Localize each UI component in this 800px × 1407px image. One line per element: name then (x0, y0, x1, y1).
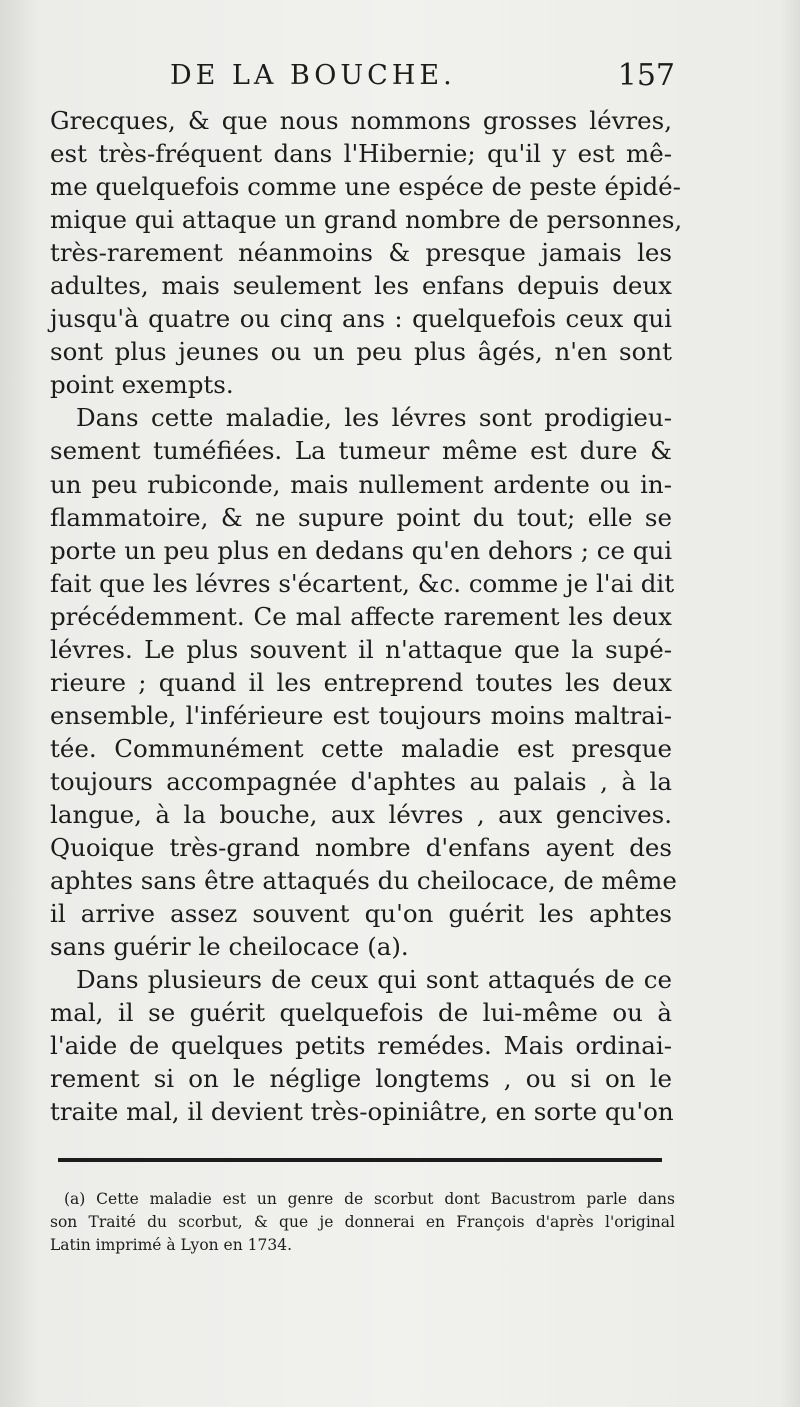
text-line: Grecques, & que nous nommons grosses lévres, (50, 106, 672, 135)
text-line: me quelquefois comme une espéce de peste épidé- (50, 172, 681, 202)
footnote-line: (a) Cette maladie est un genre de scorbut dont Bacustrom parle dans (64, 1190, 675, 1208)
text-line: Quoique très-grand nombre d'enfans ayent des (50, 833, 672, 863)
text-line: traite mal, il devient très-opiniâtre, en sorte qu'on (50, 1097, 674, 1127)
text-line: l'aide de quelques petits remédes. Mais ordinai- (50, 1031, 672, 1061)
body-text (50, 104, 683, 1128)
footnote-line: son Traité du scorbut, & que je donnerai en François d'après l'original (50, 1213, 675, 1231)
text-line: porte un peu plus en dedans qu'en dehors ; ce qui (50, 535, 673, 565)
text-line: point exempts. (50, 370, 234, 400)
text-line: langue, à la bouche, aux lévres , aux gencives. (50, 799, 672, 829)
text-line: adultes, mais seulement les enfans depuis deux (50, 271, 672, 301)
text-line: flammatoire, & ne supure point du tout; elle se (50, 502, 672, 532)
running-head: DE LA BOUCHE. (170, 60, 456, 91)
text-line: sans guérir le cheilocace (a). (50, 932, 409, 962)
footnote-line: Latin imprimé à Lyon en 1734. (50, 1236, 293, 1254)
text-line: sement tuméfiées. La tumeur même est dure & (50, 436, 672, 466)
text-line: un peu rubiconde, mais nullement ardente ou in- (50, 469, 672, 499)
text-line: il arrive assez souvent qu'on guérit les aphtes (50, 899, 672, 929)
text-line: mique qui attaque un grand nombre de personnes, (50, 205, 683, 235)
text-line: lévres. Le plus souvent il n'attaque que la supé- (50, 634, 672, 664)
text-line: aphtes sans être attaqués du cheilocace, de même (50, 866, 677, 896)
text-line: ensemble, l'inférieure est toujours moins maltrai- (50, 700, 672, 730)
text-line: jusqu'à quatre ou cinq ans : quelquefois ceux qui (50, 304, 672, 334)
text-line: précédemment. Ce mal affecte rarement les deux (50, 601, 672, 631)
text-line: tée. Communément cette maladie est presque (50, 733, 672, 763)
footnote (50, 1188, 675, 1257)
page-header (60, 58, 675, 98)
text-line: sont plus jeunes ou un peu plus âgés, n'en sont (50, 337, 672, 367)
text-line: rieure ; quand il les entreprend toutes les deux (50, 667, 672, 697)
text-line: rement si on le néglige longtems , ou si on le (50, 1064, 672, 1094)
text-line: très-rarement néanmoins & presque jamais les (50, 238, 672, 268)
page-number: 157 (617, 58, 675, 93)
text-line: toujours accompagnée d'aphtes au palais , à la (50, 766, 672, 796)
footnote-rule (58, 1158, 662, 1162)
paragraph-start-line: Dans plusieurs de ceux qui sont attaqués de ce (76, 965, 672, 995)
text-line: est très-fréquent dans l'Hibernie; qu'il y est mê- (50, 139, 672, 169)
text-line: mal, il se guérit quelquefois de lui-même ou à (50, 998, 672, 1028)
text-line: fait que les lévres s'écartent, &c. comme je l'ai dit (50, 568, 675, 598)
paragraph-start-line: Dans cette maladie, les lévres sont prodigieu- (76, 403, 672, 433)
